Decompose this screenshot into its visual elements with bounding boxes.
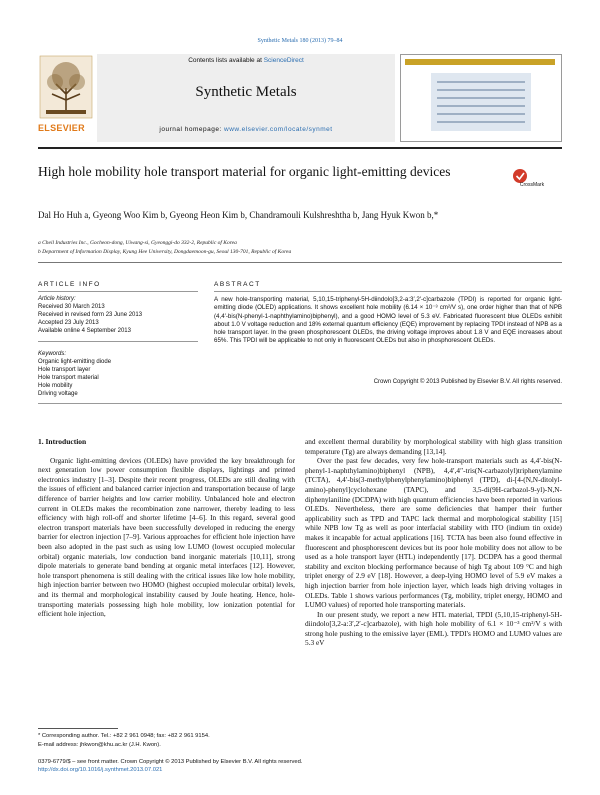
keyword-item: Driving voltage [38,391,78,397]
keywords-label: Keywords: [38,351,67,357]
footnote-rule [38,728,118,729]
email-note [38,742,338,750]
header-rule [38,147,562,149]
intro-paragraph-continued: and excellent thermal durability by morphological stability with high glass transition temperature (Tg) are always demanding [13,14]. [305,437,562,456]
article-history [38,295,198,335]
issn-line: 0379-6779/$ – see front matter. Crown Copyright © 2013 Published by Elsevier B.V. All rights reserved. [38,759,303,765]
author-list: Dal Ho Huh a, Gyeong Woo Kim b, Gyeong Heon Kim b, Chandramouli Kulshreshtha b, Jang Hyuk Kwon b,* [38,210,439,220]
journal-cover-thumbnail [400,54,562,142]
crossmark-label: CrossMark [519,182,545,188]
abstract-rule [214,291,562,292]
keywords-rule [38,341,198,342]
introduction-heading: 1. Introduction [38,437,87,446]
elsevier-wordmark: ELSEVIER [38,123,85,133]
history-online: Available online 4 September 2013 [38,328,131,334]
affiliation-b: b Department of Information Display, Kyung Hee University, Dongdaemoon-gu, Seoul 130-701, Republic of Korea [38,249,292,255]
history-accepted: Accepted 23 July 2013 [38,320,99,326]
homepage-url-link[interactable]: www.elsevier.com/locate/synmet [224,126,333,133]
journal-citation[interactable]: Synthetic Metals 180 (2013) 79–84 [257,38,343,44]
abstract-heading: ABSTRACT [214,281,261,288]
intro-paragraph-2: Over the past few decades, very few hole-transport materials such as 4,4′-bis(N-phenyl-1-naphthylamino)biphenyl (NPB), 4,4′,4″-tris(N-carbazolyl)triphenylamine (TCTA), 4,4′-bis(3-methylphenylphenylamino)biphenyl (TPD), di-[4-(N,N-ditolyl-amino)-phenyl]cyclohexane (TAPC), and 3,5-di(9H-carbazol-9-yl)-N,N-diphenylaniline (DCDPA) with high quantum efficiencies have been reported in various OLEDs. Nevertheless, there are some deficiencies that hamper their further applicability such as TPD and TAPC lack thermal and morphological stability [15] while NPB low Tg as well as poor interfacial stability with ITO (indium tin oxide) makes it incapable for actual applications [16]. TCTA has been also found effective in fluorescent and phosphorescent devices but its poor hole mobility does not allow to be used as a hole transport layer (HTL) independently [17]. DCDPA has a good thermal stability and exciton blocking performance because of high Tg about 109 °C and high triplet energy of 2.9 eV [18]. However, a deep-lying HOMO level of 5.9 eV makes a high injection barrier from hole injection layer, which leads high driving voltages in OLEDs. Table 1 shows various performances (Tg, mobility, triplet energy, HOMO and LUMO values) of reported hole transporting materials. [305,456,562,610]
history-received: Received 30 March 2013 [38,304,105,310]
affiliation-rule [38,262,562,263]
abstract-text: A new hole-transporting material, 5,10,15-triphenyl-5H-diindolo[3,2-a:3′,2′-c]carbazole (TPDI) is reported for organic light-emitting diode (OLED) applications. It shows excellent hole mobility (6.14 × 10⁻³ cm²/V s), one order higher than that of NPB (4,4′-bis(N-phenyl-1-naphthylamino)biphenyl), and a good HOMO level of 5.3 eV. Fabricated fluorescent blue OLEDs exhibit about 1.0 V voltage reduction and 18% external quantum efficiency (EQE) improvement by replacing TPDI instead of NPB as a hole transport layer. In the green phosphorescent OLEDs, the driving voltage improves about 1.8 V and EQE increases about 65%. This TPDI will be applicable to not only in fluorescent OLEDs but also in phosphorescent OLEDs. [214,296,562,345]
history-revised: Received in revised form 23 June 2013 [38,312,143,318]
abstract-bottom-rule [38,403,562,404]
intro-paragraph-3: In our present study, we report a new HTL material, TPDI (5,10,15-triphenyl-5H-diindolo[3,2-a:3′,2′-c]carbazole), with high hole mobility of 6.1 × 10⁻³ cm²/V s with strong hole pushing to the emissive layer (EML). TPDI's HOMO and LUMO values are 5.3 eV [305,609,562,648]
history-label: Article history: [38,296,76,302]
article-info-rule [38,291,198,292]
body-left-column [38,437,295,619]
body-right-column [305,437,562,648]
homepage-label: journal homepage: [159,126,225,133]
email-text[interactable]: E-mail address: jhkwon@khu.ac.kr (J.H. Kwon). [38,742,161,748]
intro-paragraph-1: Organic light-emitting devices (OLEDs) have provided the key breakthrough for next generation low power consumption flexible displays, lightings and printed electronics industry [1–3]. Despite their recent progress, OLEDs are still dealing with the issues of efficient and balanced carrier injection and transportation because of large difference of barrier heights and low carrier mobility. Unbalanced hole and electron current in OLEDs makes the recombination zone narrower, thereby leading to less efficiency with high roll-off and shorter lifetime [4–6]. In this regard, several good electron transport materials have been successfully developed in reducing the energy barrier for electron injection [7–9]. Various approaches for efficient hole injection have been also adopted in the past such as using low LUMO (lowest occupied molecular orbital) organic materials, low conduction band inorganic materials [10,11], strong dipole materials to generate band bending at organic metal interfaces [12]. However, hole transport phenomena is still dealing with the critical issues like low hole mobility, high injection barrier between two HOMO (highest occupied molecular orbital) levels, and its thermal and morphological instability caused by Joule heating. Hence, hole-transporting materials possessing high hole mobility, low ionization potential for efficient hole injection, [38,455,295,619]
journal-title: Synthetic Metals [195,84,297,100]
journal-homepage-line [97,126,395,133]
keyword-item: Organic light-emitting diode [38,359,112,365]
contents-prefix: Contents lists available at [188,57,264,64]
crossmark-badge[interactable] [512,168,552,195]
corresponding-author-note: * Corresponding author. Tel.: +82 2 961 0948; fax: +82 2 961 9154. [38,733,210,739]
doi-link[interactable]: http://dx.doi.org/10.1016/j.synthmet.2013.07.021 [38,767,163,773]
keywords [38,350,198,398]
affiliation-a: a Cheil Industries Inc., Gocheon-dong, Uiwang-si, Gyeonggi-do 332-2, Republic of Korea [38,240,237,246]
keyword-item: Hole transport layer [38,367,91,373]
keyword-item: Hole mobility [38,383,73,389]
keyword-item: Hole transport material [38,375,99,381]
contents-line [97,57,395,64]
abstract-copyright: Crown Copyright © 2013 Published by Elsevier B.V. All rights reserved. [373,379,562,385]
article-info-heading: ARTICLE INFO [38,281,101,288]
article-title: High hole mobility hole transport material for organic light-emitting devices [38,164,451,179]
sciencedirect-link[interactable]: ScienceDirect [263,57,304,64]
